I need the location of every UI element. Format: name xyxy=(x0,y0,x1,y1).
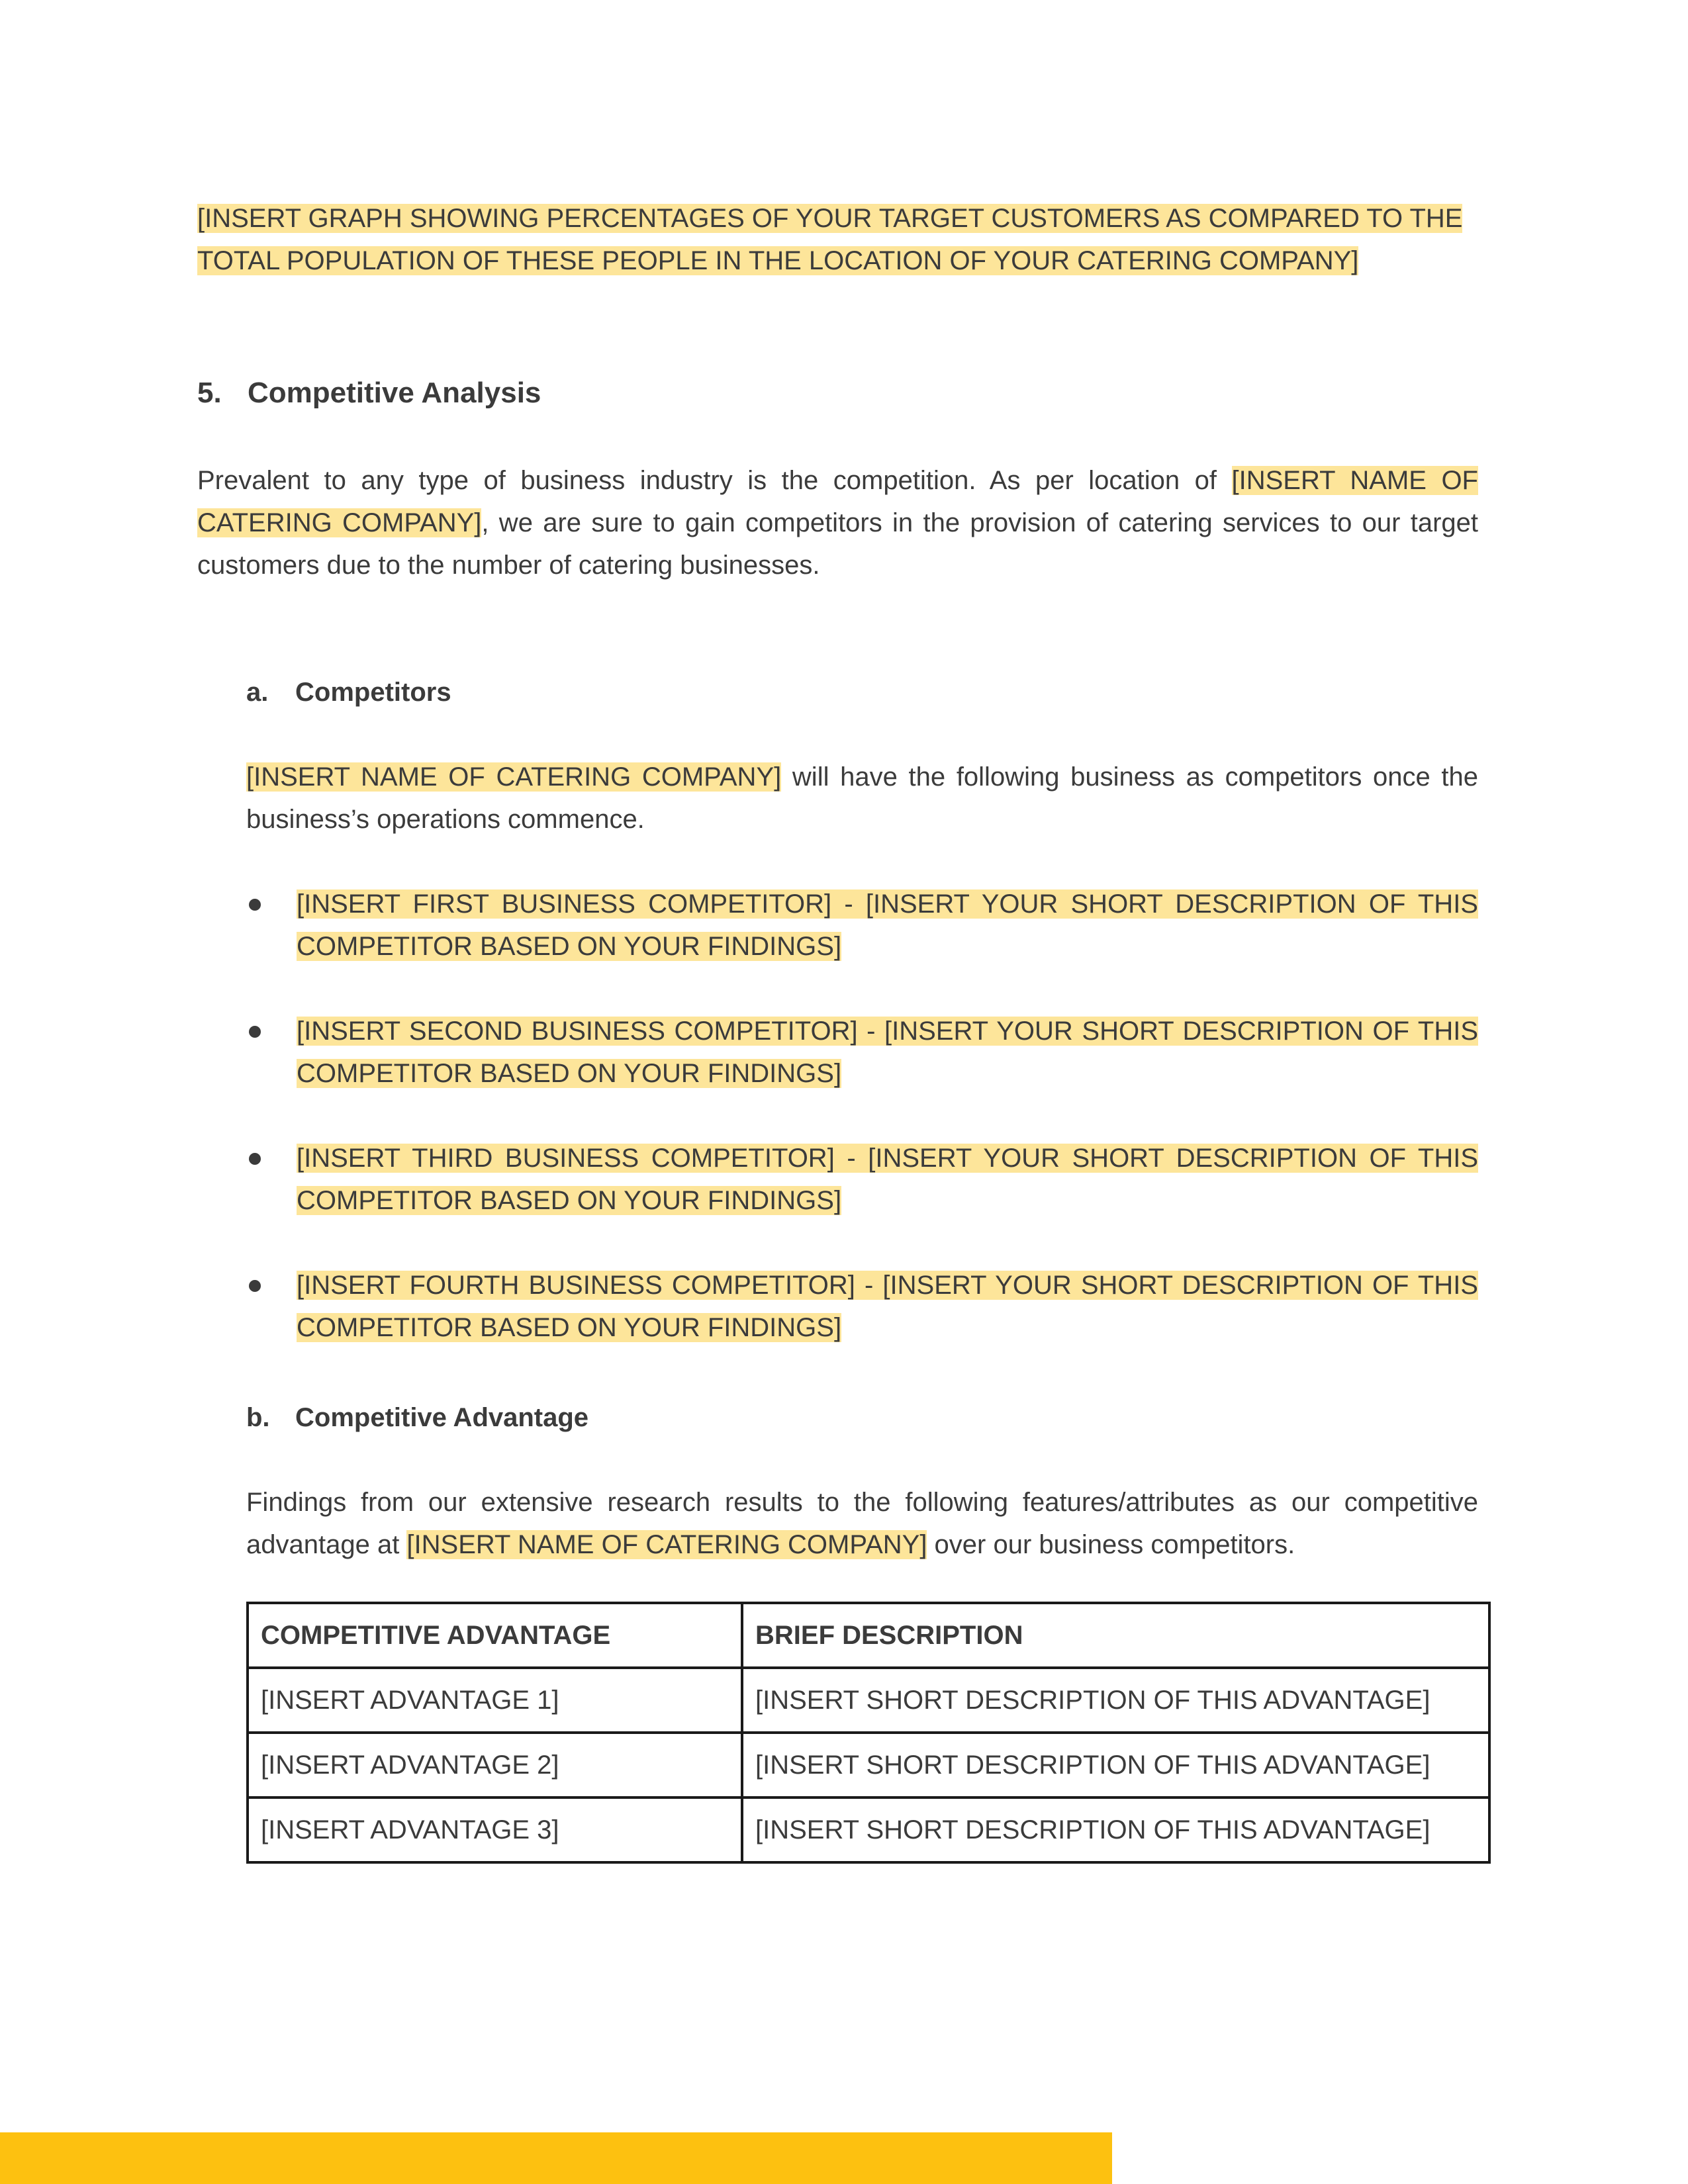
competitor-placeholder: [INSERT FIRST BUSINESS COMPETITOR] - [INSERT YOUR SHORT DESCRIPTION OF THIS COMPETITOR BASED ON YOUR FINDINGS] xyxy=(297,889,1478,961)
table-cell: [INSERT SHORT DESCRIPTION OF THIS ADVANTAGE] xyxy=(742,1797,1489,1862)
graph-placeholder-text: [INSERT GRAPH SHOWING PERCENTAGES OF YOUR TARGET CUSTOMERS AS COMPARED TO THE TOTAL POPULATION OF THESE PEOPLE IN THE LOCATION OF YOUR CATERING COMPANY] xyxy=(197,204,1463,275)
table-header-cell: BRIEF DESCRIPTION xyxy=(742,1603,1489,1668)
advantage-paragraph xyxy=(246,1481,1478,1566)
competitors-list xyxy=(297,883,1478,1391)
table-cell: [INSERT ADVANTAGE 3] xyxy=(248,1797,742,1862)
competitor-placeholder: [INSERT THIRD BUSINESS COMPETITOR] - [INSERT YOUR SHORT DESCRIPTION OF THIS COMPETITOR BASED ON YOUR FINDINGS] xyxy=(297,1144,1478,1215)
company-name-placeholder: [INSERT NAME OF CATERING COMPANY] xyxy=(406,1530,927,1559)
advantage-title: Competitive Advantage xyxy=(295,1403,589,1432)
competitors-paragraph xyxy=(246,756,1478,841)
advantage-text-before: Findings from our extensive research results to the following features/attributes as our competitive advantage at xyxy=(246,1488,1478,1559)
table-cell: [INSERT SHORT DESCRIPTION OF THIS ADVANTAGE] xyxy=(742,1733,1489,1797)
competitors-text-after: will have the following business as competitors once the business’s operations commence. xyxy=(246,762,1479,834)
table-header-row xyxy=(248,1603,1489,1668)
table-cell: [INSERT SHORT DESCRIPTION OF THIS ADVANTAGE] xyxy=(742,1668,1489,1733)
footer-accent-bar xyxy=(0,2132,1112,2184)
list-item xyxy=(297,883,1478,968)
competitor-placeholder: [INSERT SECOND BUSINESS COMPETITOR] - [INSERT YOUR SHORT DESCRIPTION OF THIS COMPETITOR BASED ON YOUR FINDINGS] xyxy=(297,1017,1478,1088)
company-name-placeholder: [INSERT NAME OF CATERING COMPANY] xyxy=(197,466,1478,537)
graph-placeholder xyxy=(197,197,1478,282)
intro-text-after: , we are sure to gain competitors in the provision of catering services to our target customers due to the number of catering businesses. xyxy=(197,508,1479,580)
competitor-placeholder: [INSERT FOURTH BUSINESS COMPETITOR] - [INSERT YOUR SHORT DESCRIPTION OF THIS COMPETITOR BASED ON YOUR FINDINGS] xyxy=(297,1271,1478,1342)
advantage-letter: b. xyxy=(246,1403,270,1432)
advantage-heading xyxy=(246,1396,588,1439)
table-row xyxy=(248,1668,1489,1733)
bullet-icon xyxy=(249,1280,261,1292)
company-name-placeholder: [INSERT NAME OF CATERING COMPANY] xyxy=(246,762,782,792)
advantage-text-after: over our business competitors. xyxy=(927,1530,1295,1559)
competitors-heading xyxy=(246,671,451,713)
bullet-icon xyxy=(249,1026,261,1038)
table-row xyxy=(248,1733,1489,1797)
intro-paragraph xyxy=(197,459,1478,586)
table-cell: [INSERT ADVANTAGE 1] xyxy=(248,1668,742,1733)
list-item xyxy=(297,1137,1478,1222)
section-number: 5. xyxy=(197,377,222,409)
list-item xyxy=(297,1010,1478,1095)
competitors-letter: a. xyxy=(246,678,269,707)
competitors-title: Competitors xyxy=(295,678,451,707)
intro-text-before: Prevalent to any type of business industry is the competition. As per location of xyxy=(197,466,1232,495)
section-heading xyxy=(197,372,1478,414)
table-row xyxy=(248,1797,1489,1862)
section-title: Competitive Analysis xyxy=(248,377,541,409)
advantage-table xyxy=(246,1602,1491,1864)
list-item xyxy=(297,1264,1478,1349)
table-cell: [INSERT ADVANTAGE 2] xyxy=(248,1733,742,1797)
bullet-icon xyxy=(249,1153,261,1165)
table-header-cell: COMPETITIVE ADVANTAGE xyxy=(248,1603,742,1668)
bullet-icon xyxy=(249,899,261,911)
